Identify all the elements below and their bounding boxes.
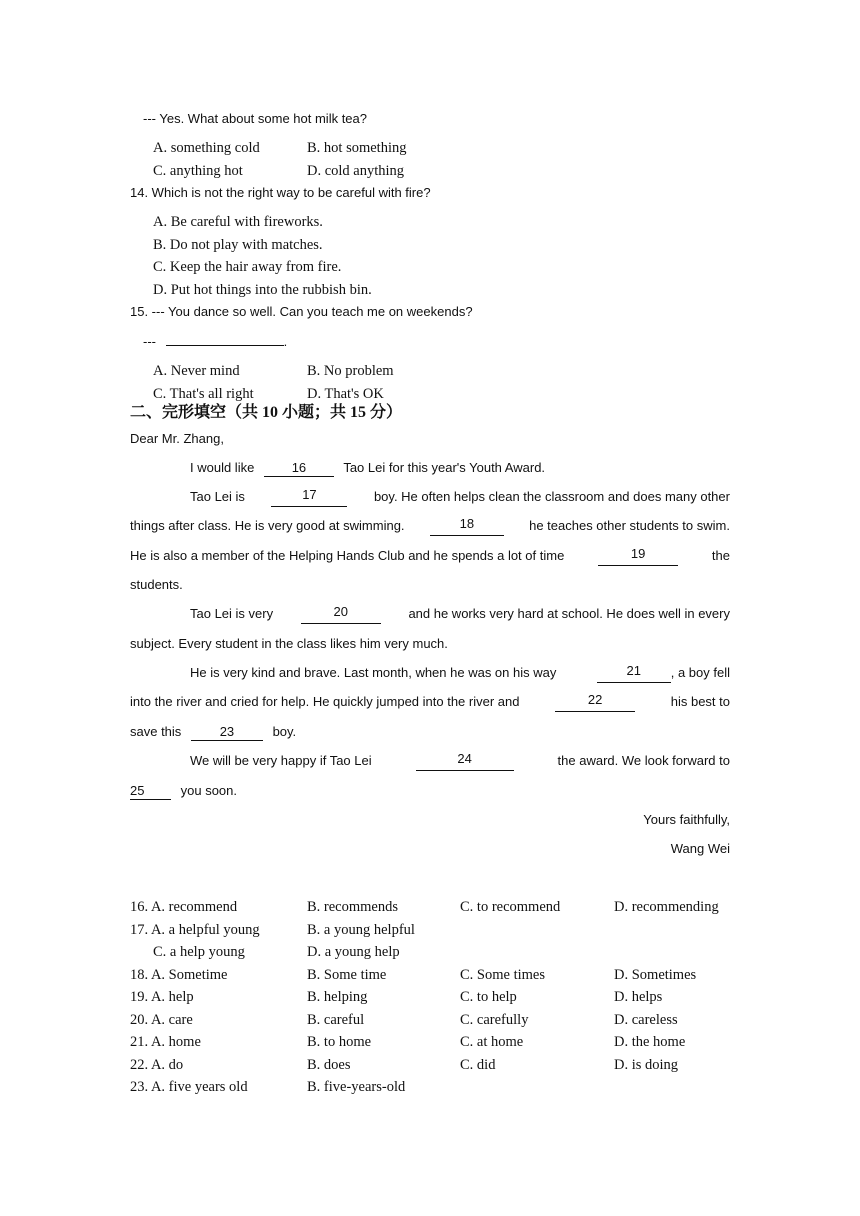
blank-17: 17 bbox=[271, 487, 347, 507]
letter-p4-line-2 bbox=[130, 692, 730, 712]
blank-16: 16 bbox=[264, 460, 334, 477]
choice-21 bbox=[130, 1032, 201, 1052]
choice-number: 17. bbox=[130, 922, 149, 938]
text-run: , a boy fell bbox=[670, 665, 730, 680]
choice-17-c: C. a help young bbox=[153, 944, 245, 960]
q13-option-d: D. cold anything bbox=[307, 163, 405, 179]
choice-22-c: C. did bbox=[460, 1057, 496, 1073]
choice-22 bbox=[130, 1055, 183, 1075]
q15-option-c: C. That's all right bbox=[153, 386, 254, 402]
text-run: things after class. He is very good at swimming. bbox=[130, 518, 405, 533]
text-run: He is also a member of the Helping Hands Club and he spends a lot of time bbox=[130, 548, 565, 563]
choice-18-d: D. Sometimes bbox=[614, 967, 697, 983]
choice-20-d: D. careless bbox=[614, 1012, 678, 1028]
choice-21-c: C. at home bbox=[460, 1034, 524, 1050]
choice-19 bbox=[130, 987, 194, 1007]
choice-number: 20. bbox=[130, 1012, 149, 1028]
q14-option-b: B. Do not play with matches. bbox=[153, 237, 323, 253]
text-run: Tao Lei for this year's Youth Award. bbox=[343, 460, 546, 475]
choice-option-a: A. Sometime bbox=[150, 967, 228, 983]
q14-option-a: A. Be careful with fireworks. bbox=[153, 214, 323, 230]
letter-salutation: Dear Mr. Zhang, bbox=[130, 431, 224, 446]
q15-reply-prefix: --- bbox=[143, 334, 156, 349]
letter-p5-line-2 bbox=[130, 781, 237, 801]
choice-number: 16. bbox=[130, 899, 149, 915]
q13-option-a: A. something cold bbox=[153, 140, 260, 156]
blank-21: 21 bbox=[597, 663, 671, 683]
text-run: the bbox=[711, 548, 730, 563]
choice-20 bbox=[130, 1010, 193, 1030]
text-run: into the river and cried for help. He quickly jumped into the river and bbox=[130, 694, 520, 709]
choice-option-a: A. home bbox=[150, 1034, 201, 1050]
choice-17-d: D. a young help bbox=[307, 944, 400, 960]
text-run: Tao Lei is very bbox=[190, 606, 274, 621]
text-run: I would like bbox=[190, 460, 255, 475]
letter-p2-line-3 bbox=[130, 546, 730, 566]
q13-response: --- Yes. What about some hot milk tea? bbox=[143, 111, 367, 126]
text-run: boy. bbox=[272, 724, 297, 739]
letter-p2-line-1 bbox=[190, 487, 730, 507]
choice-18-b: B. Some time bbox=[307, 967, 387, 983]
letter-p3-line-1 bbox=[190, 604, 730, 624]
q15-option-a: A. Never mind bbox=[153, 363, 240, 379]
text-run: the award. We look forward to bbox=[557, 753, 730, 768]
choice-20-b: B. careful bbox=[307, 1012, 365, 1028]
choice-option-a: A. five years old bbox=[150, 1079, 248, 1095]
choice-option-a: A. help bbox=[150, 989, 194, 1005]
q15-reply-suffix: . bbox=[283, 334, 288, 349]
blank-25: 25 bbox=[130, 783, 171, 800]
choice-16-c: C. to recommend bbox=[460, 899, 561, 915]
choice-17 bbox=[130, 920, 260, 940]
q15-stem: 15. --- You dance so well. Can you teach me on weekends? bbox=[130, 304, 473, 319]
q15-option-d: D. That's OK bbox=[307, 386, 384, 402]
blank-19: 19 bbox=[598, 546, 678, 566]
choice-22-b: B. does bbox=[307, 1057, 351, 1073]
letter-p4-line-1 bbox=[190, 663, 730, 683]
letter-p5-line-1 bbox=[190, 751, 730, 771]
choice-21-b: B. to home bbox=[307, 1034, 372, 1050]
choice-21-d: D. the home bbox=[614, 1034, 686, 1050]
choice-option-a: A. care bbox=[150, 1012, 193, 1028]
text-run: We will be very happy if Tao Lei bbox=[190, 753, 372, 768]
choice-19-d: D. helps bbox=[614, 989, 663, 1005]
q14-option-d: D. Put hot things into the rubbish bin. bbox=[153, 282, 372, 298]
text-run: his best to bbox=[670, 694, 730, 709]
blank-23: 23 bbox=[191, 724, 263, 741]
text-run: boy. He often helps clean the classroom and does many other bbox=[373, 489, 730, 504]
q14-stem: 14. Which is not the right way to be careful with fire? bbox=[130, 185, 431, 200]
choice-number: 19. bbox=[130, 989, 149, 1005]
choice-19-b: B. helping bbox=[307, 989, 368, 1005]
choice-number: 18. bbox=[130, 967, 149, 983]
blank-18: 18 bbox=[430, 516, 504, 536]
choice-16-d: D. recommending bbox=[614, 899, 719, 915]
choice-option-a: A. recommend bbox=[150, 899, 238, 915]
q15-answer-blank bbox=[166, 345, 284, 346]
text-run: you soon. bbox=[180, 783, 237, 798]
section-heading: 二、完形填空（共 10 小题；共 15 分） bbox=[130, 404, 403, 421]
text-run: save this bbox=[130, 724, 182, 739]
letter-signature: Wang Wei bbox=[670, 841, 730, 856]
text-run: he teaches other students to swim. bbox=[529, 518, 730, 533]
q15-reply bbox=[143, 332, 287, 352]
letter-paragraph-1 bbox=[190, 458, 545, 478]
choice-18-c: C. Some times bbox=[460, 967, 545, 983]
choice-16 bbox=[130, 897, 237, 917]
blank-20: 20 bbox=[301, 604, 381, 624]
letter-closing: Yours faithfully, bbox=[643, 812, 730, 827]
letter-p2-line-4: students. bbox=[130, 577, 183, 592]
blank-24: 24 bbox=[416, 751, 514, 771]
text-run: He is very kind and brave. Last month, when he was on his way bbox=[190, 665, 557, 680]
letter-p4-line-3 bbox=[130, 722, 296, 742]
choice-option-a: A. do bbox=[150, 1057, 184, 1073]
choice-23-b: B. five-years-old bbox=[307, 1079, 406, 1095]
blank-22: 22 bbox=[555, 692, 635, 712]
text-run: Tao Lei is bbox=[190, 489, 245, 504]
blank-21-group bbox=[597, 663, 730, 683]
letter-p2-line-2 bbox=[130, 516, 730, 536]
letter-p3-line-2: subject. Every student in the class likes him very much. bbox=[130, 636, 448, 651]
text-run: and he works very hard at school. He does well in every bbox=[408, 606, 730, 621]
choice-number: 22. bbox=[130, 1057, 149, 1073]
choice-19-c: C. to help bbox=[460, 989, 517, 1005]
choice-20-c: C. carefully bbox=[460, 1012, 529, 1028]
choice-number: 21. bbox=[130, 1034, 149, 1050]
q15-option-b: B. No problem bbox=[307, 363, 394, 379]
choice-22-d: D. is doing bbox=[614, 1057, 679, 1073]
q14-option-c: C. Keep the hair away from fire. bbox=[153, 259, 342, 275]
q13-option-c: C. anything hot bbox=[153, 163, 243, 179]
choice-16-b: B. recommends bbox=[307, 899, 399, 915]
choice-23 bbox=[130, 1077, 248, 1097]
choice-18 bbox=[130, 965, 227, 985]
q13-option-b: B. hot something bbox=[307, 140, 407, 156]
choice-option-a: A. a helpful young bbox=[150, 922, 260, 938]
choice-number: 23. bbox=[130, 1079, 149, 1095]
choice-17-b: B. a young helpful bbox=[307, 922, 415, 938]
